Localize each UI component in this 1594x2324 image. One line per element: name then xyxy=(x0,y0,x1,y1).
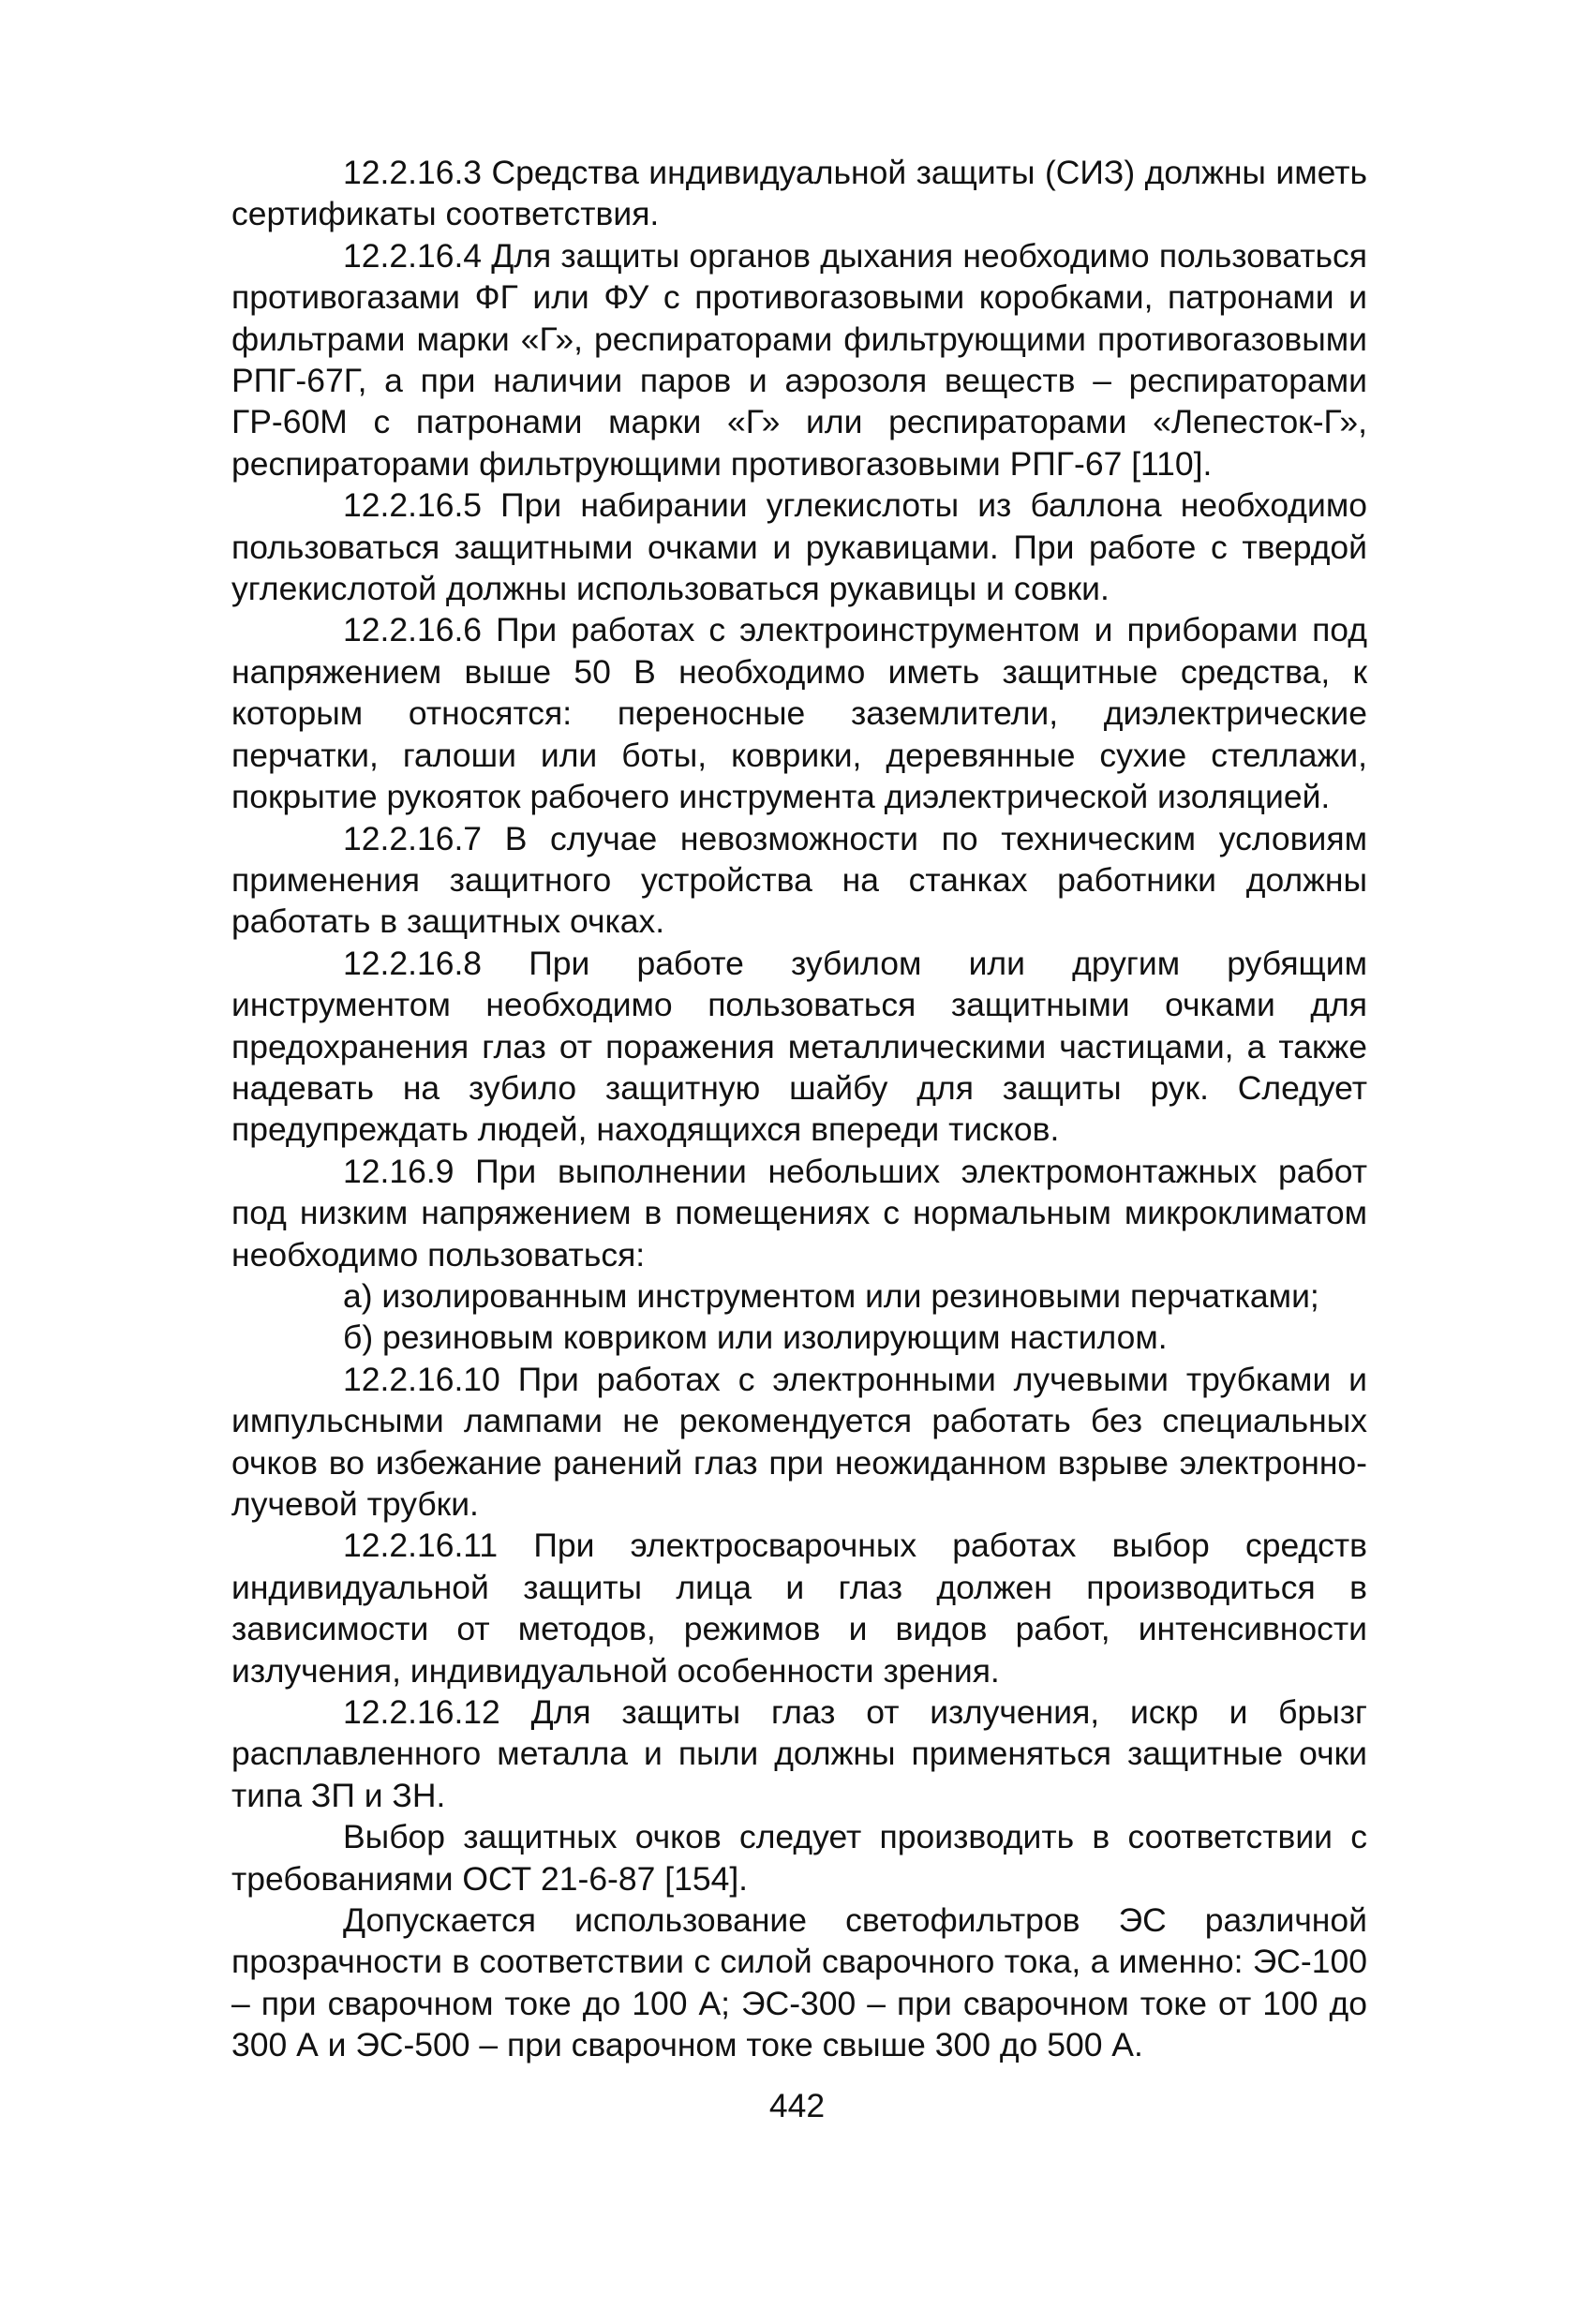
paragraph-12-2-16-5: 12.2.16.5 При набирании углекислоты из баллона необходимо пользоваться защитными очками и рукавицами. При работе с твердой углекислотой должны использоваться рукавицы и совки. xyxy=(231,486,1367,608)
page-number: 442 xyxy=(768,2087,826,2124)
list-item: б) резиновым ковриком или изолирующим настилом. xyxy=(343,1318,1168,1357)
paragraph-12-2-16-6: 12.2.16.6 При работах с электроинструментом и приборами под напряжением выше 50 В необходимо иметь защитные средства, к которым относятся: переносные заземлители, диэлектрические перчатки, галоши или боты, коврики, деревянные сухие стеллажи, покрытие рукояток рабочего инструмента диэлектрической изоляцией. xyxy=(231,611,1367,816)
paragraph-light-filters: Допускается использование светофильтров ЭС различной прозрачности в соответствии с силой сварочного тока, а именно: ЭС-100 – при сварочном токе до 100 А; ЭС-300 – при сварочном токе от 100 до 300 А и ЭС-500 – при сварочном токе свыше 300 до 500 А. xyxy=(231,1901,1367,2064)
paragraph-12-2-16-3: 12.2.16.3 Средства индивидуальной защиты (СИЗ) должны иметь сертификаты соответствия. xyxy=(231,154,1367,233)
paragraph-12-2-16-11: 12.2.16.11 При электросварочных работах выбор средств индивидуальной защиты лица и глаз должен производиться в зависимости от методов, режимов и видов работ, интенсивности излучения, индивидуальной особенности зрения. xyxy=(231,1527,1367,1690)
paragraph-12-2-16-8: 12.2.16.8 При работе зубилом или другим рубящим инструментом необходимо пользоваться защитными очками для предохранения глаз от поражения металлическими частицами, а также надевать на зубило защитную шайбу для защиты рук. Следует предупреждать людей, находящихся впереди тисков. xyxy=(231,944,1367,1149)
list-item: а) изолированным инструментом или резиновыми перчатками; xyxy=(343,1276,1319,1315)
paragraph-goggles-selection: Выбор защитных очков следует производить в соответствии с требованиями ОСТ 21-6-87 [154]. xyxy=(231,1818,1367,1898)
paragraph-12-2-16-10: 12.2.16.10 При работах с электронными лучевыми трубками и импульсными лампами не рекомендуется работать без специальных очков во избежание ранений глаз при неожиданном взрыве электронно-лучевой трубки. xyxy=(231,1360,1367,1523)
page-body xyxy=(231,152,1367,2066)
paragraph-12-16-9: 12.16.9 При выполнении небольших электромонтажных работ под низким напряжением в помещениях с нормальным микроклиматом необходимо пользоваться: xyxy=(231,1152,1367,1274)
paragraph-12-2-16-12: 12.2.16.12 Для защиты глаз от излучения, искр и брызг расплавленного металла и пыли должны применяться защитные очки типа ЗП и ЗН. xyxy=(231,1693,1367,1814)
paragraph-12-2-16-4: 12.2.16.4 Для защиты органов дыхания необходимо пользоваться противогазами ФГ или ФУ с противогазовыми коробками, патронами и фильтрами марки «Г», респираторами фильтрующими противогазовыми РПГ-67Г, а при наличии паров и аэрозоля веществ – респираторами ГР-60М с патронами марки «Г» или респираторами «Лепесток-Г», респираторами фильтрующими противогазовыми РПГ-67 [110]. xyxy=(231,236,1367,483)
paragraph-12-2-16-7: 12.2.16.7 В случае невозможности по техническим условиям применения защитного устройства на станках работники должны работать в защитных очках. xyxy=(231,819,1367,941)
